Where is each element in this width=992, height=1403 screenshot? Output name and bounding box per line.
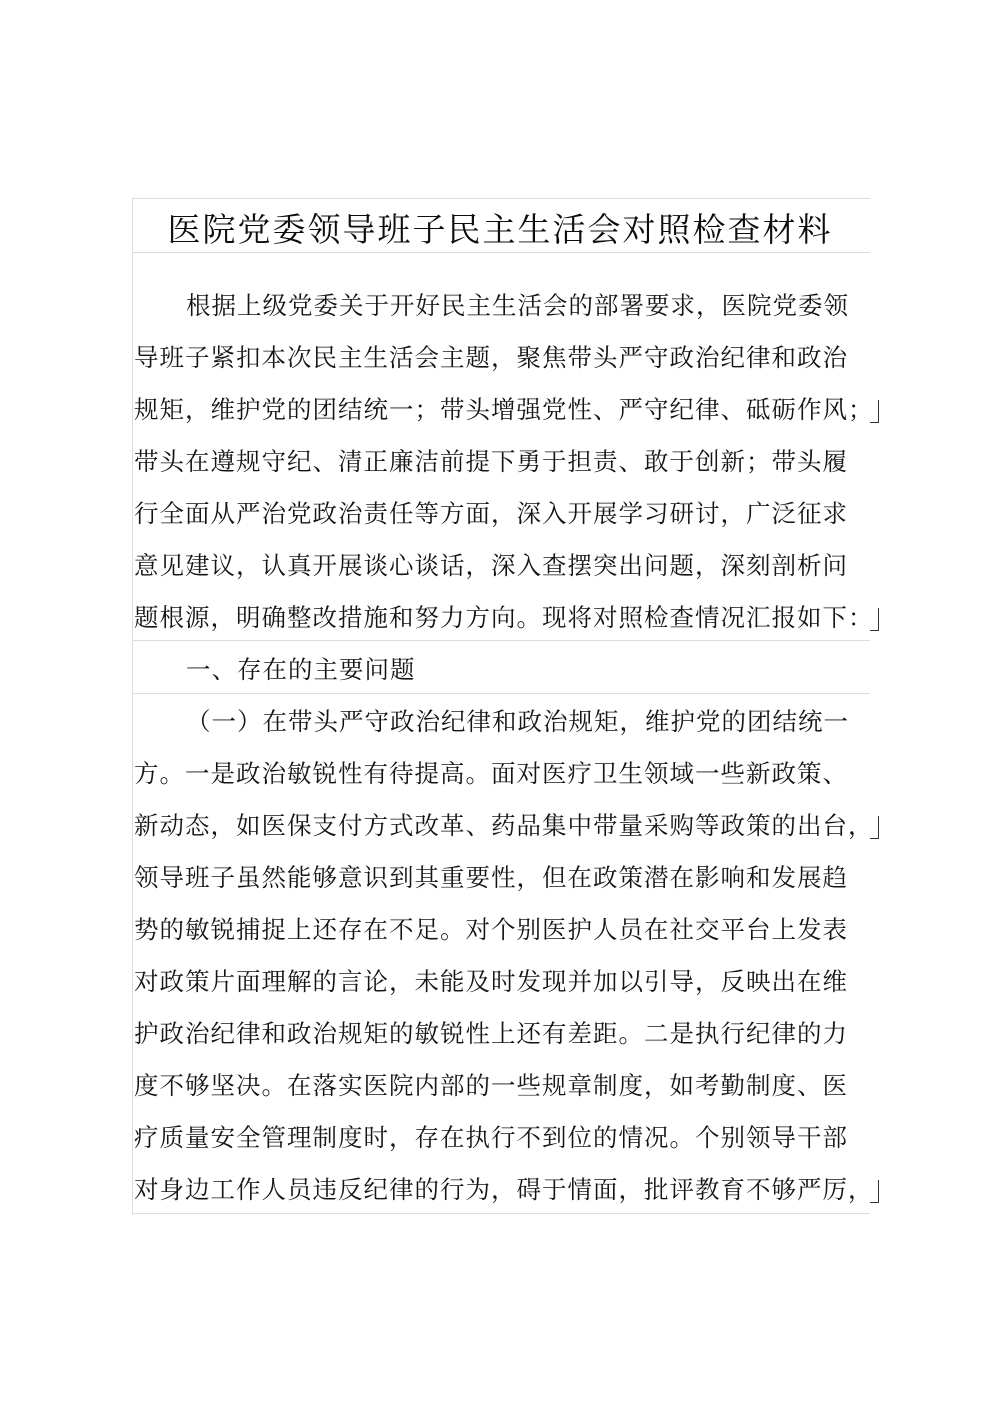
paragraph-2-line: （一）在带头严守政治纪律和政治规矩，维护党的团结统一 [186, 707, 849, 736]
paragraph-1-line: 行全面从严治党政治责任等方面，深入开展学习研讨，广泛征求 [134, 499, 848, 528]
paragraph-1 [134, 280, 874, 644]
paragraph-1-line: 意见建议，认真开展谈心谈话，深入查摆突出问题，深刻剖析问 [134, 551, 848, 580]
paragraph-2 [134, 696, 874, 1216]
frame-line-left [132, 198, 133, 1214]
paragraph-2-line: 对身边工作人员违反纪律的行为，碍于情面，批评教育不够严厉， [134, 1175, 874, 1204]
paragraph-2-line: 领导班子虽然能够意识到其重要性，但在政策潜在影响和发展趋 [134, 863, 848, 892]
paragraph-2-line: 对政策片面理解的言论，未能及时发现并加以引导，反映出在维 [134, 967, 848, 996]
paragraph-2-line: 新动态，如医保支付方式改革、药品集中带量采购等政策的出台， [134, 811, 874, 840]
paragraph-1-line: 带头在遵规守纪、清正廉洁前提下勇于担责、敢于创新；带头履 [134, 447, 848, 476]
paragraph-2-line: 度不够坚决。在落实医院内部的一些规章制度，如考勤制度、医 [134, 1071, 848, 1100]
section-heading: 一、存在的主要问题 [186, 655, 416, 684]
paragraph-1-line: 规矩，维护党的团结统一；带头增强党性、严守纪律、砥砺作风； [134, 395, 874, 424]
paragraph-2-line: 势的敏锐捕捉上还存在不足。对个别医护人员在社交平台上发表 [134, 915, 848, 944]
paragraph-2-line: 方。一是政治敏锐性有待提高。面对医疗卫生领域一些新政策、 [134, 759, 848, 788]
paragraph-2-line: 疗质量安全管理制度时，存在执行不到位的情况。个别领导干部 [134, 1123, 848, 1152]
frame-line-top [132, 198, 870, 199]
paragraph-1-line: 题根源，明确整改措施和努力方向。现将对照检查情况汇报如下： [134, 603, 874, 632]
paragraph-2-line: 护政治纪律和政治规矩的敏锐性上还有差距。二是执行纪律的力 [134, 1019, 848, 1048]
document-title: 医院党委领导班子民主生活会对照检查材料 [167, 210, 833, 249]
paragraph-1-line: 导班子紧扣本次民主生活会主题，聚焦带头严守政治纪律和政治 [134, 343, 848, 372]
paragraph-1-line: 根据上级党委关于开好民主生活会的部署要求，医院党委领 [186, 291, 849, 320]
